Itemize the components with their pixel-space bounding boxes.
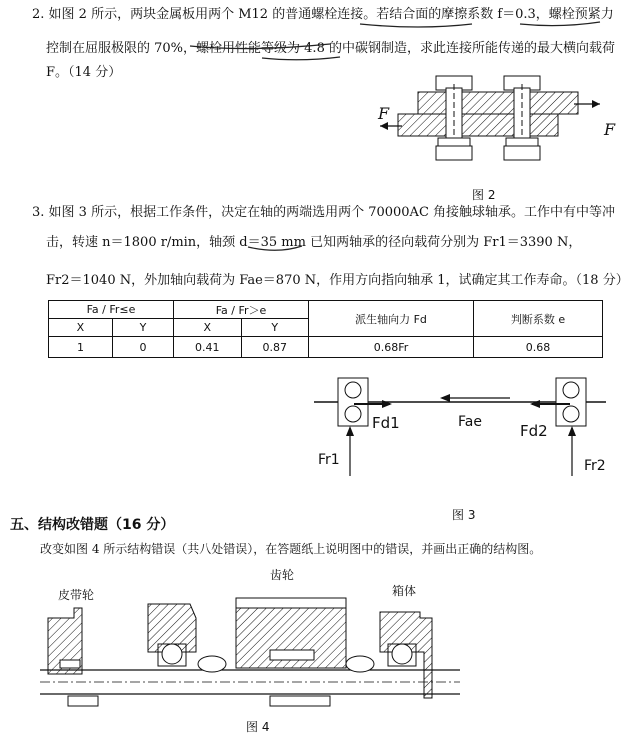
q3-line2: 击，转速 n＝1800 r/min，轴颈 d＝35 mm 已知两轴承的径向载荷分别为 Fr1＝3390 N， xyxy=(46,235,582,250)
table-val-x1: 1 xyxy=(49,337,113,358)
fig2-force-right: F xyxy=(604,120,616,139)
table-val-e: 0.68 xyxy=(474,337,603,358)
fig2-caption: 图 2 xyxy=(472,188,496,202)
fig3-fd1: Fd1 xyxy=(372,414,400,432)
table-val-x2: 0.41 xyxy=(174,337,242,358)
table-header-e: 判断系数 e xyxy=(474,301,603,337)
table-val-fd: 0.68Fr xyxy=(309,337,474,358)
table-val-y1: 0 xyxy=(112,337,173,358)
table-header-gt: Fa / Fr＞e xyxy=(174,301,309,319)
fig4-label-housing: 箱体 xyxy=(392,584,417,598)
q2-line2: 控制在屈服极限的 70%，螺栓用性能等级为 4.8 的中碳钢制造，求此连接所能传递的最大横向载荷 xyxy=(46,41,615,56)
q2-line3: F。（14 分） xyxy=(46,65,122,80)
q3-line1: 3. 如图 3 所示，根据工作条件，决定在轴的两端选用两个 70000AC 角接触球轴承。工作中有中等冲 xyxy=(32,205,616,220)
fig4-label-gear: 齿轮 xyxy=(270,568,295,582)
fig4-label-pulley: 皮带轮 xyxy=(58,588,95,602)
fig3-caption: 图 3 xyxy=(452,508,476,522)
table-col-y2: Y xyxy=(241,319,309,337)
fig3-fae: Fae xyxy=(458,414,482,430)
table-header-le: Fa / Fr≤e xyxy=(49,301,174,319)
figure-4-shaft-structure xyxy=(40,588,480,718)
fig3-fr2: Fr2 xyxy=(584,458,606,474)
table-col-x1: X xyxy=(49,319,113,337)
table-val-y2: 0.87 xyxy=(241,337,309,358)
q2-line1: 2. 如图 2 所示，两块金属板用两个 M12 的普通螺栓连接。若结合面的摩擦系数 f＝0.3，螺栓预紧力 xyxy=(32,7,614,22)
fig4-caption: 图 4 xyxy=(246,720,270,734)
section5-line1: 改变如图 4 所示结构错误（共八处错误），在答题纸上说明图中的错误，并画出正确的结构图。 xyxy=(40,542,542,556)
fig2-force-left: F xyxy=(378,104,390,123)
figure-3-bearing-loads xyxy=(310,376,610,486)
table-col-y1: Y xyxy=(112,319,173,337)
table-col-x2: X xyxy=(174,319,242,337)
fig3-fd2: Fd2 xyxy=(520,422,548,440)
figure-2-bolt-joint xyxy=(378,74,633,186)
section5-heading: 五、结构改错题（16 分） xyxy=(10,517,175,533)
bearing-coefficient-table xyxy=(48,300,603,358)
fig3-fr1: Fr1 xyxy=(318,452,340,468)
q3-line3: Fr2＝1040 N，外加轴向载荷为 Fae＝870 N，作用方向指向轴承 1，试确定其工作寿命。（18 分） xyxy=(46,273,629,288)
table-header-fd: 派生轴向力 Fd xyxy=(309,301,474,337)
